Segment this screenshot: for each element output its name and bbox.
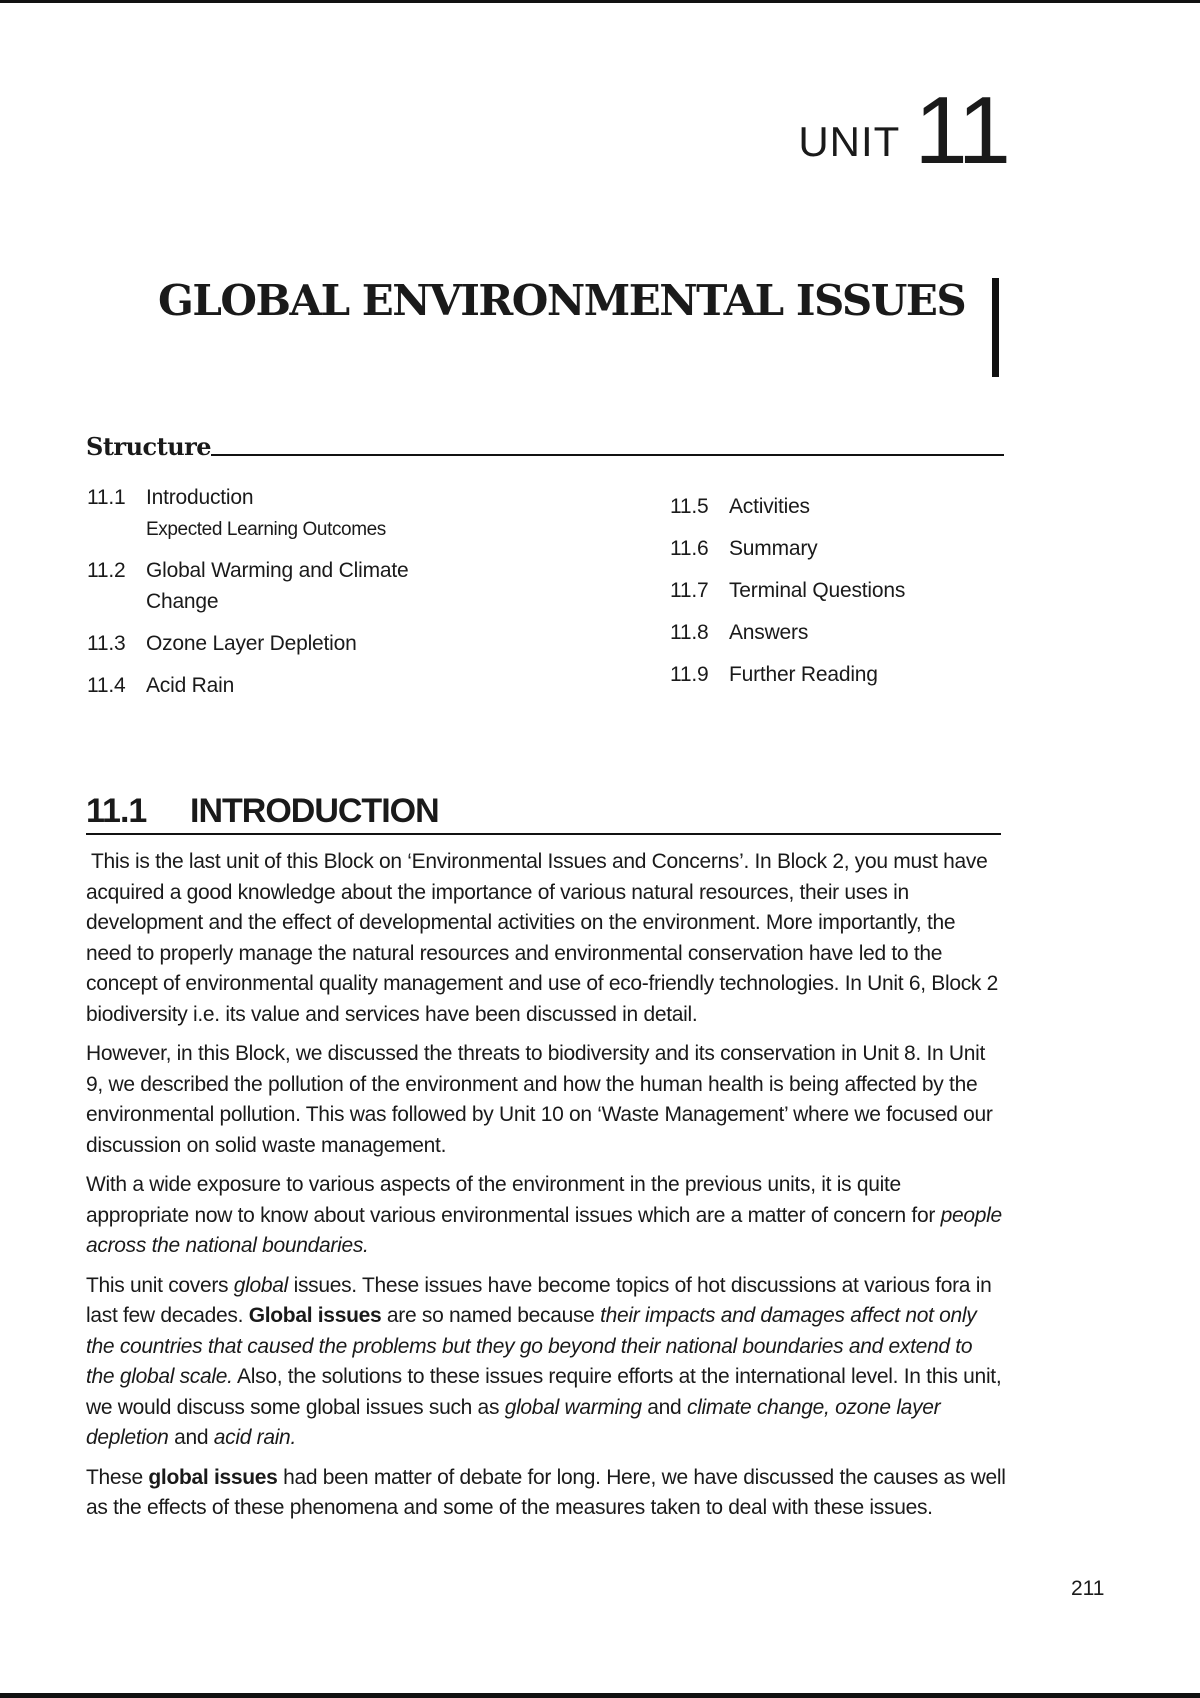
toc-label: Further Reading (729, 663, 878, 686)
toc-sub-label: Expected Learning Outcomes (146, 519, 386, 540)
toc-label-continued: Change (146, 590, 219, 613)
text-run-italic: global warming (504, 1395, 642, 1419)
text-run: Also, the solutions to these issues require efforts at the international level. In this unit, we would discuss some global issues such as (86, 1365, 1002, 1419)
text-run: are so named because (381, 1304, 601, 1327)
toc-label: Acid Rain (146, 674, 235, 697)
text-run: and (168, 1426, 214, 1449)
paragraph-1: This is the last unit of this Block on ‘Environmental Issues and Concerns’. In Block 2, you must have acquired a good knowledge about the importance of various natural resources, their uses in development and the effect of developmental activities on the environment. More importantly, the need to properly manage the natural resources and environmental conservation have led to the concept of environmental quality management and use of eco-friendly technologies. In Unit 6, Block 2 biodiversity i.e. its value and services have been discussed in detail. (86, 850, 999, 1026)
body-text (86, 847, 1006, 1533)
toc-label: Ozone Layer Depletion (146, 632, 357, 655)
text-run: had been matter of debate for long. Here, we have discussed the causes as well as the effects of these phenomena and some of the measures taken to deal with these issues. (86, 1465, 1006, 1519)
text-run-italic: people across the national boundaries. (86, 1203, 1002, 1257)
toc-number: 11.9 (670, 663, 709, 686)
text-run: issues. These issues have become topics of hot discussions at various fora in last few decades. (86, 1273, 992, 1327)
toc-number: 11.4 (87, 674, 126, 697)
text-run-italic: global (233, 1273, 289, 1297)
toc-right-column (670, 491, 1020, 701)
unit-number: 11 (914, 77, 1008, 184)
toc-label: Terminal Questions (729, 579, 906, 602)
toc-label: Introduction (146, 486, 254, 509)
toc-entry[interactable] (87, 555, 557, 617)
unit-heading (798, 77, 1008, 184)
title-vertical-bar (992, 278, 999, 377)
toc-number: 11.1 (87, 486, 126, 509)
structure-label: Structure (86, 432, 212, 461)
toc-entry[interactable] (670, 491, 1020, 522)
toc-number: 11.5 (670, 495, 709, 518)
page-bottom-border (0, 1693, 1200, 1698)
text-run: With a wide exposure to various aspects of the environment in the previous units, it is quite appropriate now to know about various environmental issues which are a matter of concern for (86, 1173, 941, 1227)
text-run-bold: global issues (148, 1465, 278, 1489)
text-run: This unit covers (86, 1273, 234, 1297)
toc-entry[interactable] (670, 617, 1020, 648)
toc-number: 11.3 (87, 632, 126, 655)
toc-entry[interactable] (87, 670, 557, 701)
unit-title-row (158, 276, 965, 325)
paragraph-3 (86, 1170, 1006, 1262)
unit-title: GLOBAL ENVIRONMENTAL ISSUES (158, 276, 966, 325)
toc-number: 11.7 (670, 579, 709, 602)
text-run: and (641, 1395, 687, 1419)
section-title: INTRODUCTION (190, 792, 439, 830)
structure-rule (211, 454, 1004, 456)
page-number: 211 (1071, 1577, 1105, 1600)
section-heading (86, 792, 1001, 835)
toc-entry[interactable] (87, 482, 557, 544)
text-run: These (86, 1465, 149, 1489)
structure-heading (86, 432, 1004, 461)
toc-number: 11.2 (87, 559, 126, 582)
toc-label: Global Warming and Climate (146, 559, 409, 582)
toc-entry[interactable] (670, 659, 1020, 690)
section-number: 11.1 (86, 792, 147, 830)
text-run-bold: Global issues (248, 1304, 382, 1327)
toc-entry[interactable] (87, 628, 557, 659)
text-run-italic: their impacts and damages affect not only the countries that caused the problems but they go beyond their national boundaries and extend to the global scale. (86, 1304, 977, 1388)
toc-label: Summary (729, 537, 818, 560)
unit-label: UNIT (798, 118, 901, 166)
paragraph-4 (86, 1271, 1006, 1454)
page-top-border (0, 0, 1200, 3)
toc-entry[interactable] (670, 533, 1020, 564)
text-run-italic: acid rain. (213, 1426, 296, 1449)
toc-number: 11.6 (670, 537, 709, 560)
toc-left-column (87, 482, 557, 712)
paragraph-2: However, in this Block, we discussed the threats to biodiversity and its conservation in Unit 8. In Unit 9, we described the pollution of the environment and how the human health is being affected by the environmental pollution. This was followed by Unit 10 on ‘Waste Management’ where we focused our discussion on solid waste management. (86, 1042, 993, 1157)
toc-label: Activities (729, 495, 810, 518)
toc-number: 11.8 (670, 621, 709, 644)
text-run-italic: climate change, ozone layer depletion (86, 1395, 941, 1449)
paragraph-5 (86, 1463, 1006, 1524)
toc-label: Answers (729, 621, 809, 644)
toc-entry[interactable] (670, 575, 1020, 606)
